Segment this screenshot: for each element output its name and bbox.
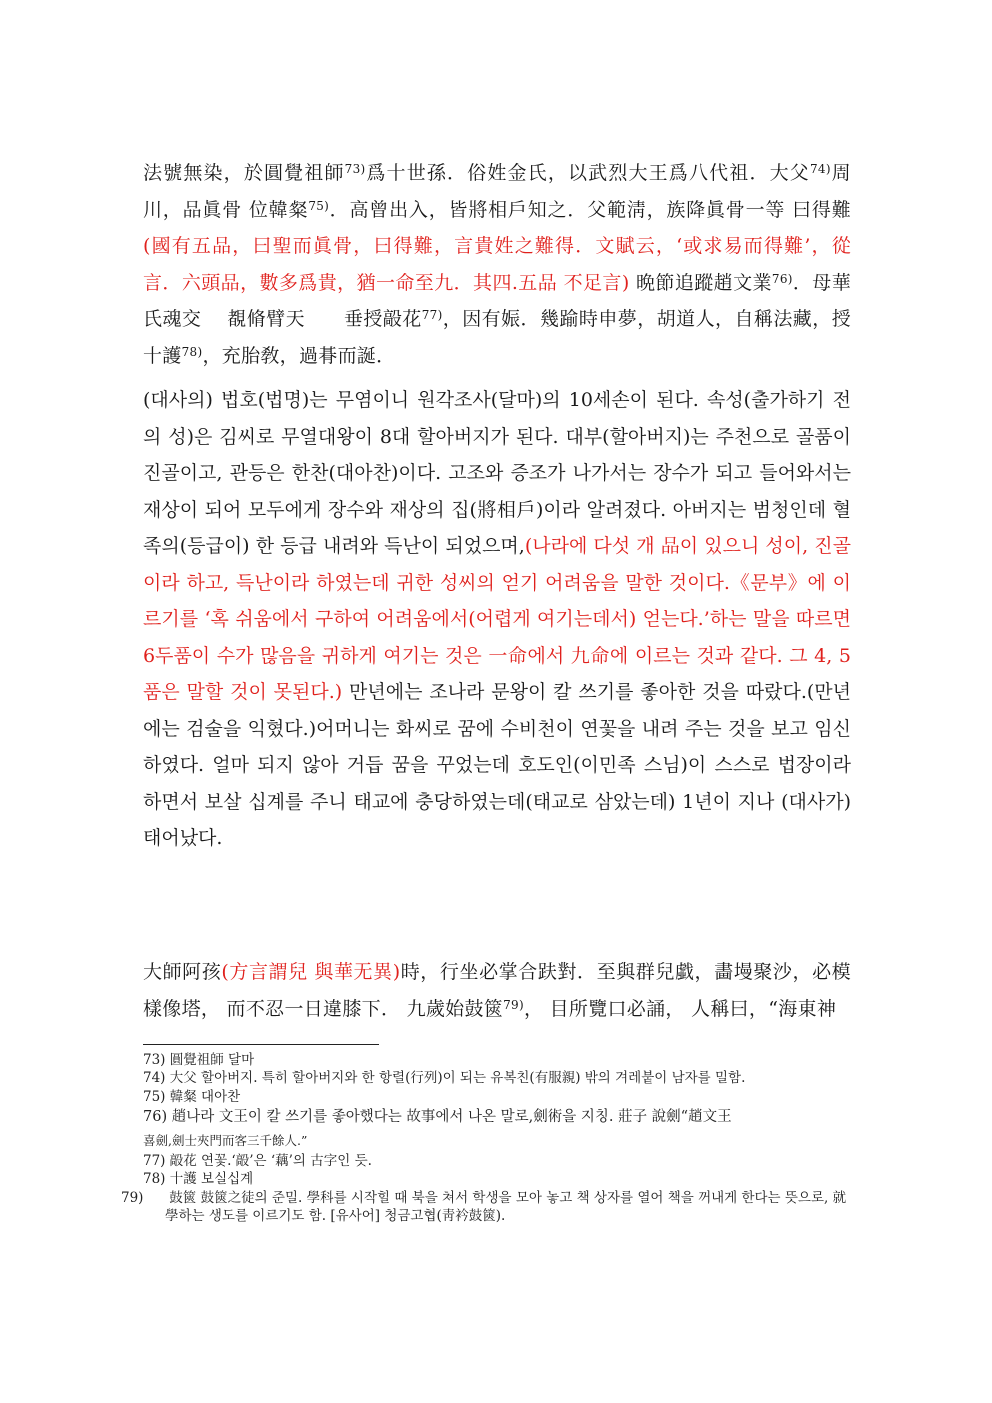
footnote-text: 毃花 연꽃.‘毃’은 ‘藕’의 古字인 듯.: [169, 1153, 372, 1170]
footnote-79: [121, 1189, 851, 1226]
footnote-77: [143, 1152, 851, 1170]
footnote-text: 喜劍,劍士夾門而客三千餘人.”: [143, 1132, 308, 1148]
annotation-red-1: (國有五品，曰聖而眞骨，曰得難，言貴姓之難得．文賦云，‘或求易而得難’，從言．六頭品，數多爲貴，猶一命至九．其四.五品 不足言): [143, 235, 851, 294]
footnote-number: 75): [143, 1088, 166, 1105]
footnote-ref-73[interactable]: 73): [344, 162, 366, 176]
footnote-76-continuation: [143, 1132, 851, 1150]
footnote-text: 鼓篋 鼓篋之徒의 준밀. 學科를 시작힐 때 북을 쳐서 학생을 모아 놓고 책 상자를 열어 책을 꺼내게 한다는 뜻으로, 就學하는 생도를 이르기도 함. [유사어] 청금고협(靑衿鼓篋).: [165, 1189, 847, 1225]
text-segment: ．母華氏魂交 覩脩臂天 垂授毃花: [143, 271, 852, 330]
footnote-number: 78): [143, 1171, 166, 1188]
footnote-text: 韓粲 대아찬: [169, 1088, 241, 1105]
hanmun-paragraph-2: [143, 954, 851, 1027]
annotation-red-2: (나라에 다섯 개 品이 있으니 성이, 진골이라 하고, 득난이라 하였는데 귀한 성씨의 얻기 어려움을 말한 것이다.《문부》에 이르기를 ‘혹 쉬움에서 구하여 어려움에서(어렵게 여기는데서) 얻는다.’하는 말을 따르면 6두품이 수가 많음을 귀하게 여기는 것은 一命에서 九命에 이르는 것과 같다. 그 4, 5품은 말할 것이 못된다.): [143, 535, 852, 703]
text-segment: 法號無染，於圓覺祖師: [143, 162, 345, 184]
footnote-text: 十護 보실십계: [169, 1171, 254, 1188]
footnote-ref-75[interactable]: 75): [308, 198, 330, 213]
footnote-number: 74): [143, 1070, 166, 1087]
text-segment: ．高曾出入，皆將相戶知之．父範淸，族降眞骨一等 曰得難: [329, 198, 851, 221]
text-segment: 大師阿孩: [143, 961, 222, 983]
footnote-divider: [143, 1044, 379, 1045]
footnote-ref-77[interactable]: 77): [421, 308, 443, 322]
footnote-76: [143, 1106, 851, 1128]
text-segment: 爲十世孫．俗姓金氏，以武烈大王爲八代祖．大父: [365, 162, 810, 184]
footnote-73: [143, 1051, 851, 1069]
text-segment: 周川，品眞骨 位韓粲: [143, 162, 851, 221]
hanmun-paragraph-1: [143, 155, 851, 374]
footnote-75: [143, 1088, 851, 1106]
footnote-text: 趙나라 文王이 칼 쓰기를 좋아했다는 故事에서 나온 말로,劍術을 지칭. 莊子 說劍“趙文王: [171, 1108, 732, 1125]
text-segment: ，充胎敎，過朞而誕．: [202, 344, 396, 367]
footnote-74: [143, 1069, 851, 1087]
text-segment: 時，行坐必掌合趺對．至與群兒戱，畵墁聚沙，必模樣像塔， 而不忍一日違膝下． 九歲始鼓篋: [143, 961, 851, 1020]
footnote-ref-79[interactable]: 79): [503, 997, 524, 1012]
text-segment: (대사의) 법호(법명)는 무염이니 원각조사(달마)의 10세손이 된다. 속성(출가하기 전의 성)은 김씨로 무열대왕이 8대 할아버지가 된다. 대부(할아버지)는 주천으로 골품이 진골이고, 관등은 한찬(대아찬)이다. 고조와 증조가 나가서는 장수가 되고 들어와서는 재상이 되어 모두에게 장수와 재상의 집(將相戶)이라 알려졌다. 아버지는 범청인데 혈족의(등급이) 한 등급 내려와 득난이 되었으며,: [143, 389, 851, 557]
text-segment: 晩節追蹤趙文業: [629, 271, 772, 294]
footnotes-section: [121, 1051, 851, 1225]
footnote-78: [143, 1170, 851, 1188]
annotation-red-3: (方言謂兒 與華无異): [221, 961, 401, 983]
korean-translation-paragraph: [143, 382, 851, 857]
footnote-ref-74[interactable]: 74): [809, 162, 831, 176]
footnote-text: 大父 할아버지. 특히 할아버지와 한 항렬(行列)이 되는 유복친(有服親) 밖의 겨레붙이 남자를 밀함.: [169, 1070, 746, 1087]
footnote-number: 76): [143, 1108, 168, 1125]
text-segment: 만년에는 조나라 문왕이 칼 쓰기를 좋아한 것을 따랐다.(만년에는 검술을 익혔다.)어머니는 화씨로 꿈에 수비천이 연꽃을 내려 주는 것을 보고 임신하였다. 얼마 되지 않아 거듭 꿈을 꾸었는데 호도인(이민족 스님)이 스스로 법장이라 하면서 보살 십계를 주니 태교에 충당하였는데(태교로 삼았는데) 1년이 지나 (대사가)태어났다.: [143, 681, 851, 849]
footnote-ref-78[interactable]: 78): [181, 344, 203, 359]
footnote-number: 73): [143, 1052, 166, 1068]
footnote-ref-76[interactable]: 76): [771, 271, 793, 286]
text-segment: ， 目所覽口必誦， 人稱曰，“海東神: [523, 997, 837, 1020]
footnote-number: 79): [121, 1189, 144, 1206]
text-segment: ，因有娠．幾踰時申夢，胡道人，自稱法藏，授十護: [143, 308, 851, 367]
footnote-number: 77): [143, 1153, 166, 1170]
footnote-text: 圓覺祖師 달마: [169, 1052, 255, 1068]
